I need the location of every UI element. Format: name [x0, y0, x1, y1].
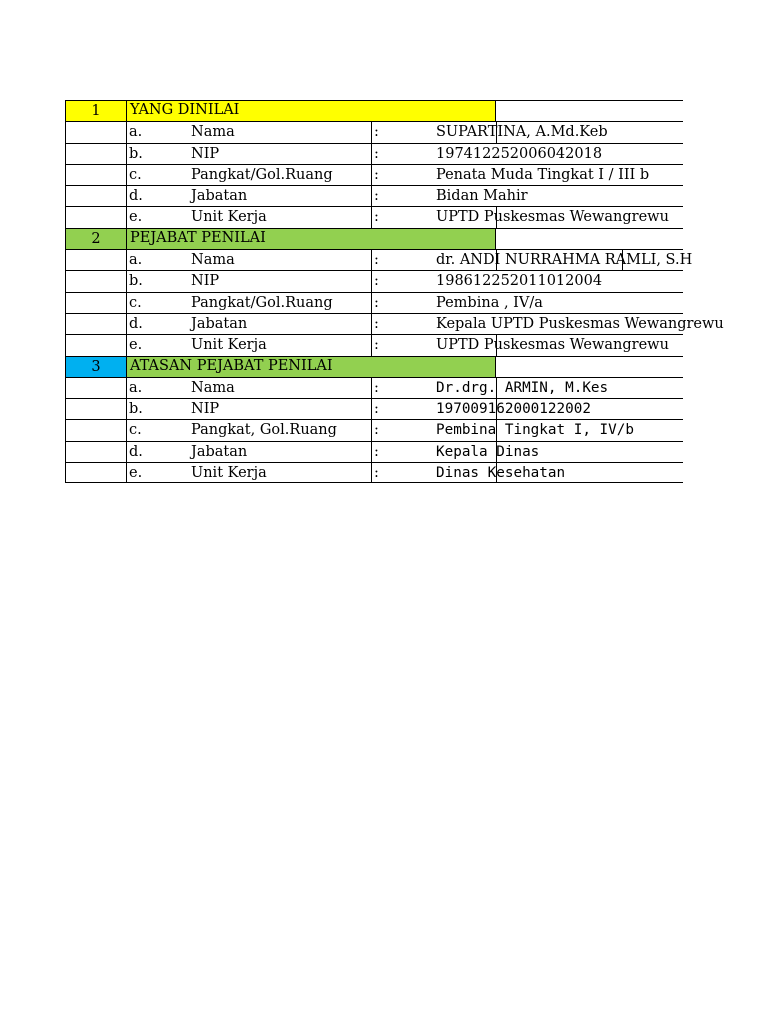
- field-letter: c.: [129, 422, 142, 439]
- column-divider: [371, 165, 372, 185]
- field-colon: :: [374, 166, 379, 183]
- column-divider: [371, 186, 372, 206]
- column-divider: [371, 420, 372, 440]
- column-divider: [371, 314, 372, 334]
- field-row: [65, 143, 683, 164]
- field-colon: :: [374, 401, 379, 418]
- column-divider: [371, 250, 372, 270]
- field-label: Nama: [191, 252, 235, 269]
- field-letter: b.: [129, 401, 143, 418]
- field-body: [127, 164, 683, 185]
- number-cell: [65, 398, 127, 419]
- field-value: Penata Muda Tingkat I / III b: [436, 166, 650, 183]
- field-letter: c.: [129, 166, 142, 183]
- field-letter: e.: [129, 465, 143, 482]
- field-letter: e.: [129, 209, 143, 226]
- field-value: Dr.drg. ARMIN, M.Kes: [436, 379, 609, 396]
- section-title: YANG DINILAI: [130, 102, 240, 118]
- number-cell: [65, 292, 127, 313]
- section-title: ATASAN PEJABAT PENILAI: [130, 357, 333, 374]
- section-header-assessing-official: [65, 228, 683, 249]
- field-value: 198612252011012004: [436, 273, 603, 290]
- field-value: Pembina Tingkat I, IV/b: [436, 422, 634, 439]
- field-body: [127, 377, 683, 398]
- field-body: [127, 143, 683, 164]
- field-body: [127, 292, 683, 313]
- field-colon: :: [374, 315, 379, 332]
- number-cell: [65, 206, 127, 227]
- field-colon: :: [374, 273, 379, 290]
- field-value: Pembina , IV/a: [436, 294, 543, 311]
- field-row: [65, 441, 683, 462]
- field-colon: :: [374, 422, 379, 439]
- field-label: NIP: [191, 273, 220, 290]
- cell-border: [496, 442, 497, 462]
- field-label: Unit Kerja: [191, 465, 267, 482]
- field-value: UPTD Puskesmas Wewangrewu: [436, 337, 669, 354]
- cell-border: [496, 250, 497, 270]
- number-cell: [65, 249, 127, 270]
- field-row: [65, 270, 683, 291]
- cell-border: [496, 207, 497, 227]
- field-label: Unit Kerja: [191, 337, 267, 354]
- field-body: [127, 270, 683, 291]
- field-colon: :: [374, 209, 379, 226]
- number-cell: [65, 143, 127, 164]
- field-letter: d.: [129, 315, 143, 332]
- field-label: NIP: [191, 145, 220, 162]
- field-letter: d.: [129, 188, 143, 205]
- field-row: [65, 292, 683, 313]
- cell-border: [496, 420, 497, 440]
- field-row: [65, 419, 683, 440]
- field-colon: :: [374, 124, 379, 141]
- field-colon: :: [374, 188, 379, 205]
- field-label: Jabatan: [191, 443, 248, 460]
- section-number: 3: [65, 356, 127, 377]
- column-divider: [371, 207, 372, 227]
- field-value: 197009162000122002: [436, 401, 591, 418]
- field-value: Kepala UPTD Puskesmas Wewangrewu: [436, 315, 724, 332]
- column-divider: [371, 378, 372, 398]
- field-body: [127, 121, 683, 142]
- field-body: [127, 398, 683, 419]
- column-divider: [371, 463, 372, 482]
- field-value: dr. ANDI NURRAHMA RAMLI, S.H: [436, 252, 693, 269]
- column-divider: [371, 293, 372, 313]
- field-letter: a.: [129, 124, 143, 141]
- field-label: Jabatan: [191, 188, 248, 205]
- field-label: Pangkat/Gol.Ruang: [191, 166, 333, 183]
- field-value: UPTD Puskesmas Wewangrewu: [436, 209, 669, 226]
- empty-header-cell: [496, 100, 683, 121]
- field-body: [127, 185, 683, 206]
- field-letter: b.: [129, 273, 143, 290]
- field-letter: c.: [129, 294, 142, 311]
- number-cell: [65, 334, 127, 355]
- empty-header-cell: [496, 356, 683, 377]
- field-row: [65, 185, 683, 206]
- section-header-superior-official: [65, 356, 683, 377]
- field-label: Jabatan: [191, 315, 248, 332]
- field-row: [65, 164, 683, 185]
- evaluation-identity-table: [65, 100, 724, 483]
- cell-border: [496, 378, 497, 398]
- field-label: Nama: [191, 379, 235, 396]
- section-number: 2: [65, 228, 127, 249]
- field-body: [127, 334, 683, 355]
- column-divider: [371, 271, 372, 291]
- field-label: Nama: [191, 124, 235, 141]
- field-value: Dinas Kesehatan: [436, 465, 566, 482]
- field-letter: b.: [129, 145, 143, 162]
- field-row: [65, 377, 683, 398]
- field-label: Pangkat, Gol.Ruang: [191, 422, 337, 439]
- field-letter: d.: [129, 443, 143, 460]
- field-label: NIP: [191, 401, 220, 418]
- number-cell: [65, 270, 127, 291]
- column-divider: [371, 335, 372, 355]
- column-divider: [371, 442, 372, 462]
- field-row: [65, 249, 693, 270]
- field-colon: :: [374, 294, 379, 311]
- field-colon: :: [374, 379, 379, 396]
- section-title: PEJABAT PENILAI: [130, 229, 266, 246]
- field-body: [127, 419, 683, 440]
- field-colon: :: [374, 443, 379, 460]
- number-cell: [65, 377, 127, 398]
- field-row: [65, 334, 683, 355]
- column-divider: [371, 144, 372, 164]
- field-label: Pangkat/Gol.Ruang: [191, 294, 333, 311]
- cell-border: [496, 463, 497, 482]
- column-divider: [371, 399, 372, 419]
- field-colon: :: [374, 337, 379, 354]
- cell-border: [496, 335, 497, 355]
- field-letter: e.: [129, 337, 143, 354]
- number-cell: [65, 462, 127, 483]
- field-colon: :: [374, 252, 379, 269]
- field-colon: :: [374, 465, 379, 482]
- section-number: 1: [65, 100, 127, 121]
- field-body: [127, 249, 693, 270]
- field-row: [65, 462, 683, 483]
- field-row: [65, 121, 683, 142]
- field-value: 197412252006042018: [436, 145, 603, 162]
- empty-header-cell: [496, 228, 683, 249]
- field-letter: a.: [129, 252, 143, 269]
- field-value: SUPARTINA, A.Md.Keb: [436, 124, 608, 141]
- number-cell: [65, 313, 127, 334]
- column-divider: [371, 122, 372, 142]
- field-row: [65, 398, 683, 419]
- number-cell: [65, 185, 127, 206]
- number-cell: [65, 121, 127, 142]
- field-row: [65, 206, 683, 227]
- field-body: [127, 441, 683, 462]
- field-label: Unit Kerja: [191, 209, 267, 226]
- cell-border: [622, 250, 623, 270]
- field-body: [127, 206, 683, 227]
- section-header-rated-employee: [65, 100, 683, 121]
- field-value: Bidan Mahir: [436, 188, 528, 205]
- cell-border: [496, 122, 497, 142]
- field-body: [127, 313, 724, 334]
- field-colon: :: [374, 145, 379, 162]
- number-cell: [65, 419, 127, 440]
- field-value: Kepala Dinas: [436, 443, 540, 460]
- field-body: [127, 462, 683, 483]
- number-cell: [65, 164, 127, 185]
- cell-border: [496, 399, 497, 419]
- field-letter: a.: [129, 379, 143, 396]
- field-row: [65, 313, 724, 334]
- number-cell: [65, 441, 127, 462]
